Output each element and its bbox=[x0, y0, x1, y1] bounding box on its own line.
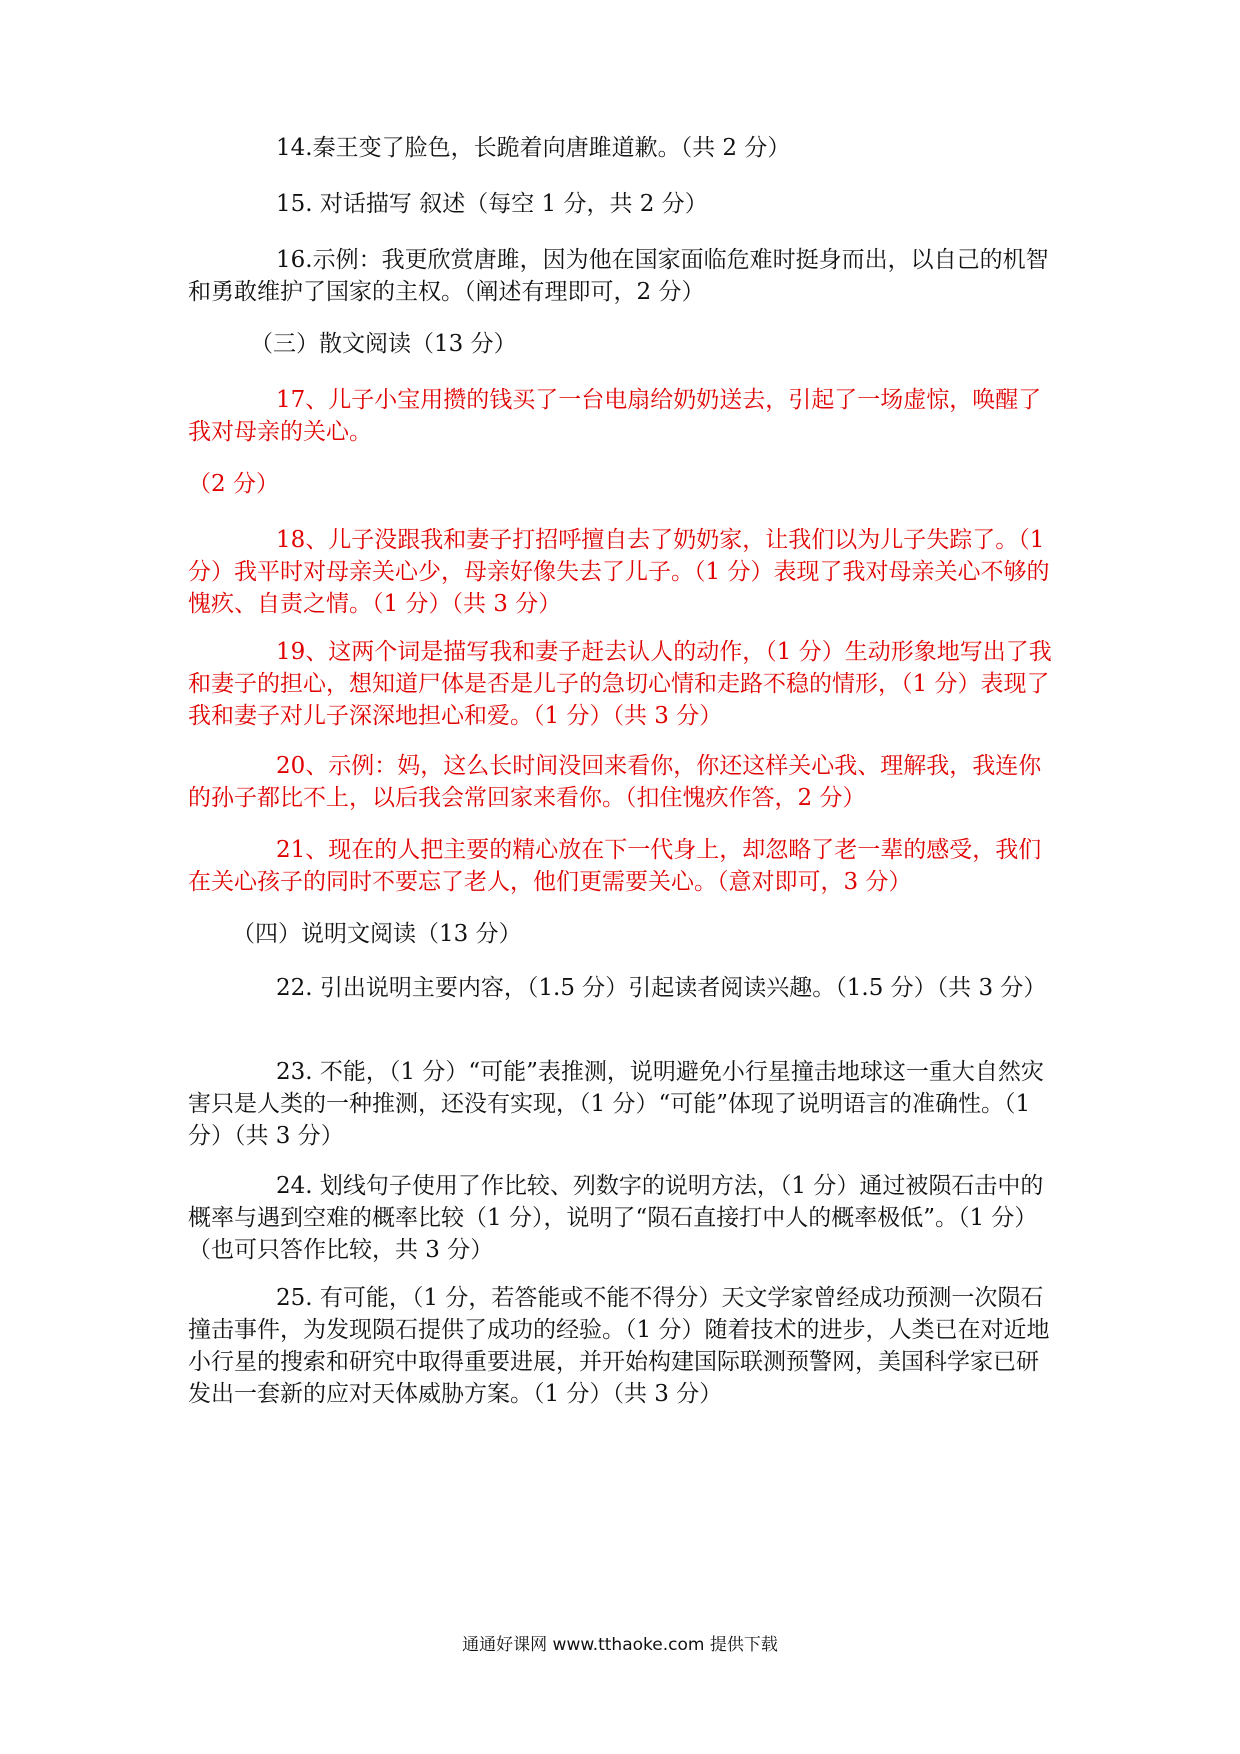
answer-17: 17、儿子小宝用攒的钱买了一台电扇给奶奶送去，引起了一场虚惊，唤醒了我对母亲的关心。 bbox=[188, 387, 1042, 445]
section-3-title: （三）散文阅读（13 分） bbox=[250, 331, 517, 357]
answer-17-score: （2 分） bbox=[188, 471, 279, 497]
answer-18: 18、儿子没跟我和妻子打招呼擅自去了奶奶家，让我们以为儿子失踪了。（1 分）我平时对母亲关心少，母亲好像失去了儿子。（1 分）表现了我对母亲关心不够的愧疚、自责之情。（1 分）（共 3 分） bbox=[188, 527, 1050, 617]
answer-21: 21、现在的人把主要的精心放在下一代身上，却忽略了老一辈的感受，我们在关心孩子的同时不要忘了老人，他们更需要关心。（意对即可，3 分） bbox=[188, 837, 1042, 895]
answer-15: 15. 对话描写 叙述（每空 1 分，共 2 分） bbox=[276, 191, 708, 217]
answer-19: 19、这两个词是描写我和妻子赶去认人的动作，（1 分）生动形象地写出了我和妻子的担心，想知道尸体是否是儿子的急切心情和走路不稳的情形，（1 分）表现了我和妻子对儿子深深地担心和爱。（1 分）（共 3 分） bbox=[188, 639, 1052, 729]
section-4-title: （四）说明文阅读（13 分） bbox=[232, 921, 522, 947]
answer-22: 22. 引出说明主要内容，（1.5 分）引起读者阅读兴趣。（1.5 分）（共 3 分） bbox=[276, 975, 1047, 1001]
footer-credit: 通通好课网 www.tthaoke.com 提供下载 bbox=[462, 1635, 778, 1655]
answer-20: 20、示例：妈，这么长时间没回来看你，你还这样关心我、理解我，我连你的孙子都比不上，以后我会常回家来看你。（扣住愧疚作答，2 分） bbox=[188, 753, 1042, 811]
answer-23: 23. 不能，（1 分）“可能”表推测，说明避免小行星撞击地球这一重大自然灾害只是人类的一种推测，还没有实现，（1 分）“可能”体现了说明语言的准确性。（1 分）（共 3 分） bbox=[188, 1059, 1044, 1149]
answer-25: 25. 有可能，（1 分，若答能或不能不得分）天文学家曾经成功预测一次陨石撞击事件，为发现陨石提供了成功的经验。（1 分）随着技术的进步，人类已在对近地小行星的搜索和研究中取得重要进展，并开始构建国际联测预警网，美国科学家已研发出一套新的应对天体威胁方案。（1 分）（共 3 分） bbox=[188, 1285, 1050, 1407]
answer-14: 14.秦王变了脸色，长跪着向唐雎道歉。（共 2 分） bbox=[276, 135, 791, 161]
answer-16: 16.示例：我更欣赏唐雎，因为他在国家面临危难时挺身而出，以自己的机智和勇敢维护了国家的主权。（阐述有理即可，2 分） bbox=[188, 247, 1049, 305]
answer-24: 24. 划线句子使用了作比较、列数字的说明方法，（1 分）通过被陨石击中的概率与遇到空难的概率比较（1 分），说明了“陨石直接打中人的概率极低”。（1 分）（也可只答作比较，共 3 分） bbox=[188, 1173, 1044, 1263]
